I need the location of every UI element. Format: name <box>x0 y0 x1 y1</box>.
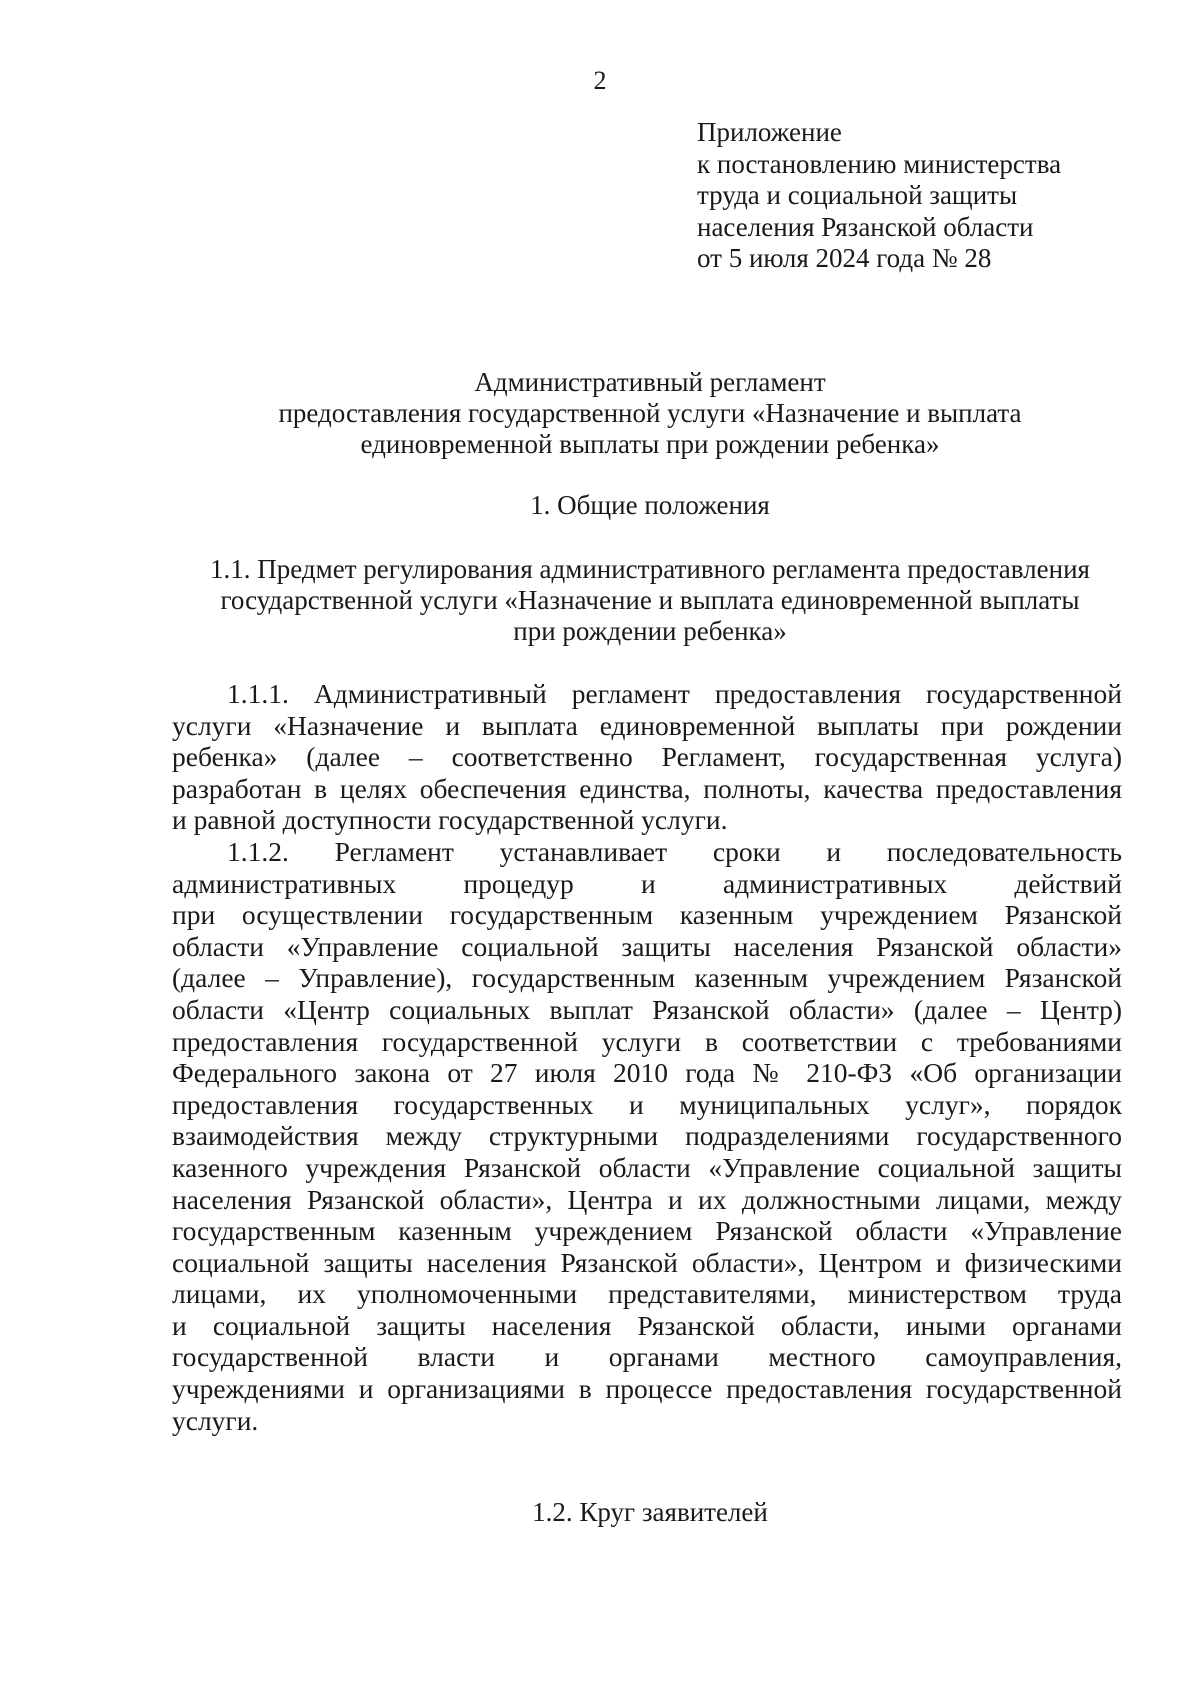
paragraph-line: государственной власти и органами местного самоуправления, <box>172 1341 1122 1373</box>
paragraph-line: услуги «Назначение и выплата единовременной выплаты при рождении <box>172 709 1122 741</box>
subsection-heading <box>120 554 1180 647</box>
section-1-heading: 1. Общие положения <box>530 490 770 520</box>
section-heading <box>120 1497 1180 1528</box>
body-text <box>172 678 1122 1436</box>
appendix-line: труда и социальной защиты <box>697 180 1018 210</box>
paragraph-line: при осуществлении государственным казенным учреждением Рязанской <box>172 899 1122 931</box>
paragraph-line: ребенка» (далее – соответственно Регламент, государственная услуга) <box>172 741 1122 773</box>
paragraph-line: населения Рязанской области», Центра и их должностными лицами, между <box>172 1183 1122 1215</box>
subsection-line: 1.1. Предмет регулирования административного регламента предоставления <box>210 554 1090 584</box>
page-number: 2 <box>593 66 607 95</box>
paragraph-line: учреждениями и организациями в процессе предоставления государственной <box>172 1373 1122 1405</box>
paragraph-line: Федерального закона от 27 июля 2010 года № 210-ФЗ «Об организации <box>172 1057 1122 1089</box>
subsection-line: при рождении ребенка» <box>513 616 787 646</box>
subsection-line: государственной услуги «Назначение и выплата единовременной выплаты <box>220 585 1080 615</box>
paragraph-line: и равной доступности государственной услуги. <box>172 804 728 836</box>
paragraph-line: 1.1.1. Административный регламент предоставления государственной <box>227 678 1122 709</box>
appendix-block <box>697 117 1157 275</box>
paragraph-line: административных процедур и административных действий <box>172 867 1122 899</box>
paragraph-line: области «Центр социальных выплат Рязанской области» (далее – Центр) <box>172 993 1122 1025</box>
appendix-line: Приложение <box>697 117 842 147</box>
paragraph-line: казенного учреждения Рязанской области «Управление социальной защиты <box>172 1151 1122 1183</box>
paragraph-line: услуги. <box>172 1404 259 1436</box>
paragraph-line: взаимодействия между структурными подразделениями государственного <box>172 1120 1122 1152</box>
section-heading <box>120 490 1180 521</box>
paragraph-line: предоставления государственных и муниципальных услуг», порядок <box>172 1088 1122 1120</box>
paragraph-line: лицами, их уполномоченными представителями, министерством труда <box>172 1278 1122 1310</box>
paragraph-line: государственным казенным учреждением Рязанской области «Управление <box>172 1215 1122 1247</box>
appendix-line: населения Рязанской области <box>697 211 1034 242</box>
paragraph-line: социальной защиты населения Рязанской области», Центром и физическими <box>172 1246 1122 1278</box>
paragraph-line: и социальной защиты населения Рязанской области, иными органами <box>172 1309 1122 1341</box>
section-1-2-heading: 1.2. Круг заявителей <box>532 1497 768 1527</box>
paragraph-line: области «Управление социальной защиты населения Рязанской области» <box>172 930 1122 962</box>
title-line: предоставления государственной услуги «Назначение и выплата <box>278 398 1022 428</box>
document-title <box>120 367 1180 460</box>
appendix-line: к постановлению министерства <box>697 148 1062 179</box>
appendix-line: от 5 июля 2024 года № 28 <box>697 243 992 273</box>
paragraph-line: 1.1.2. Регламент устанавливает сроки и последовательность <box>227 835 1122 867</box>
paragraph-line: (далее – Управление), государственным казенным учреждением Рязанской <box>172 962 1122 994</box>
title-line: единовременной выплаты при рождении ребенка» <box>360 429 940 459</box>
paragraph-line: предоставления государственной услуги в соответствии с требованиями <box>172 1025 1122 1057</box>
paragraph-line: разработан в целях обеспечения единства, полноты, качества предоставления <box>172 772 1122 804</box>
title-line: Административный регламент <box>474 367 826 397</box>
